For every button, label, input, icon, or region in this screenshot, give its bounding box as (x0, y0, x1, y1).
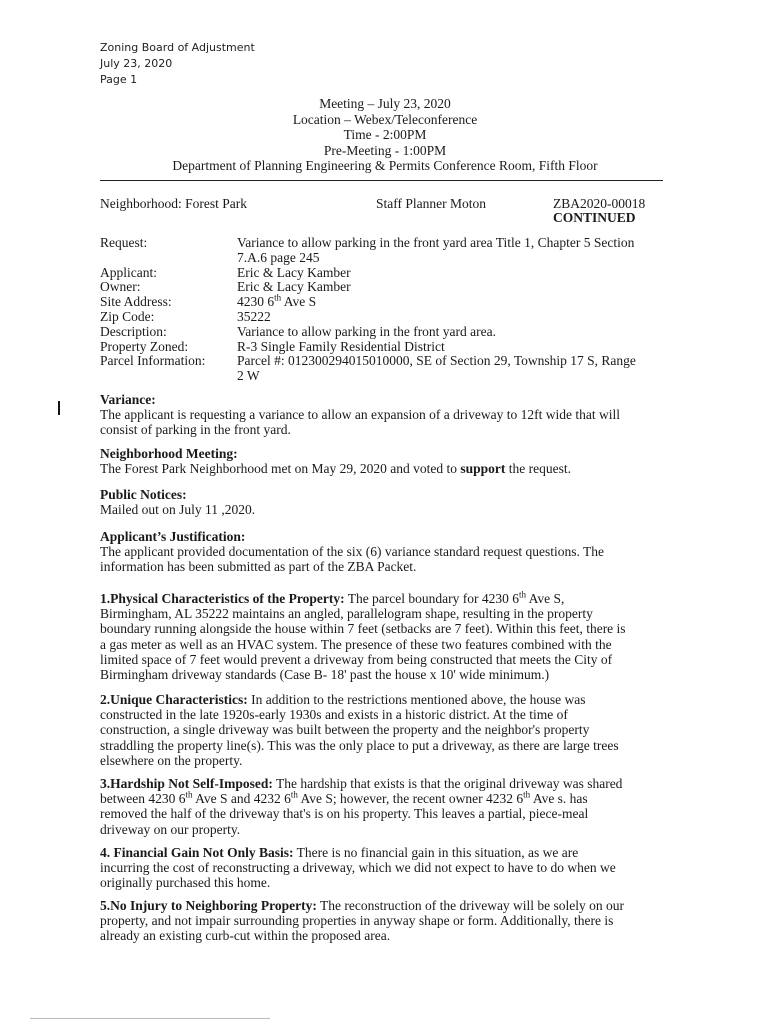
item3-line1: 3.Hardship Not Self-Imposed: The hardship that exists is that the original driveway was shared (100, 776, 623, 791)
justification-heading: Applicant’s Justification: (100, 529, 246, 544)
description-value: Variance to allow parking in the front yard area. (237, 323, 497, 339)
owner-label: Owner: (100, 279, 141, 295)
site-address-value: 4230 6th Ave S (237, 292, 317, 310)
item-hardship (100, 776, 680, 837)
request-value-cont: 7.A.6 page 245 (237, 249, 320, 265)
item-financial-gain (100, 845, 680, 891)
parcel-label: Parcel Information: (100, 353, 206, 369)
neighborhood-meeting-heading: Neighborhood Meeting: (100, 446, 238, 461)
justification-text: The applicant provided documentation of the six (6) variance standard request questions. The (100, 544, 604, 560)
room-line: Department of Planning Engineering & Permits Conference Room, Fifth Floor (172, 158, 598, 174)
neighborhood-meeting-section (100, 446, 680, 476)
item5-line3: already an existing curb-cut within the proposed area. (100, 928, 391, 944)
header-page: Page 1 (100, 73, 138, 86)
item4-line1: 4. Financial Gain Not Only Basis: There is no financial gain in this situation, as we are (100, 845, 579, 860)
item5-line2: property, and not impair surrounding properties in anyway shape or form. Additionally, there is (100, 913, 614, 929)
page-header (100, 40, 255, 88)
request-value: Variance to allow parking in the front yard area Title 1, Chapter 5 Section (237, 235, 635, 250)
item4-line3: originally purchased this home. (100, 875, 271, 891)
public-notices-section (100, 487, 680, 517)
site-address-label: Site Address: (100, 294, 172, 310)
meeting-info (0, 96, 770, 174)
item-unique-characteristics (100, 692, 680, 768)
item2-line4: straddling the property line(s). This was the only place to put a driveway, as there are large trees (100, 737, 619, 753)
item1-line5: limited space of 7 feet would prevent a driveway from being constructed that meets the City of (100, 651, 613, 667)
item3-line2: between 4230 6th Ave S and 4232 6th Ave S; however, the recent owner 4232 6th Ave s. has (100, 789, 588, 807)
item1-line4: a gas meter as well as an HVAC system. The presence of these two features combined with the (100, 636, 612, 652)
justification-section (100, 529, 680, 575)
item3-line4: driveway on our property. (100, 821, 241, 837)
variance-text-cont: consist of parking in the front yard. (100, 422, 291, 438)
item2-line1: 2.Unique Characteristics: In addition to the restrictions mentioned above, the house was (100, 692, 586, 707)
neighborhood-meeting-text: The Forest Park Neighborhood met on May 29, 2020 and voted to support the request. (100, 461, 571, 477)
item2-line2: constructed in the late 1920s-early 1930s and exists in a historic district. At the time of (100, 707, 568, 723)
request-label: Request: (100, 235, 148, 250)
item-no-injury (100, 898, 680, 944)
description-label: Description: (100, 323, 167, 339)
justification-text-cont: information has been submitted as part of the ZBA Packet. (100, 559, 417, 575)
item1-line1: 1.Physical Characteristics of the Property: The parcel boundary for 4230 6th Ave S, (100, 589, 565, 606)
variance-section (100, 392, 680, 438)
header-date: July 23, 2020 (100, 57, 173, 70)
divider (100, 180, 663, 181)
public-notices-text: Mailed out on July 11 ,2020. (100, 502, 256, 518)
applicant-label: Applicant: (100, 264, 157, 280)
zip-value: 35222 (237, 309, 271, 324)
meeting-line: Meeting – July 23, 2020 (319, 96, 451, 111)
zip-label: Zip Code: (100, 309, 155, 324)
parcel-value: Parcel #: 012300294015010000, SE of Section 29, Township 17 S, Range (237, 353, 636, 369)
item4-line2: incurring the cost of reconstructing a driveway, which we did not expect to have to do when we (100, 860, 616, 876)
time-line: Time - 2:00PM (343, 127, 427, 143)
item2-line3: construction, a single driveway was built between the property and the neighbor's property (100, 722, 590, 738)
variance-text: The applicant is requesting a variance to allow an expansion of a driveway to 12ft wide that will (100, 407, 620, 423)
public-notices-heading: Public Notices: (100, 487, 187, 502)
case-number: ZBA2020-00018 (553, 196, 646, 211)
item1-line3: boundary running alongside the house within 7 feet (setbacks are 7 feet). Within this feet, there is (100, 621, 626, 637)
item-physical-characteristics (100, 591, 680, 682)
applicant-value: Eric & Lacy Kamber (237, 264, 351, 280)
staff-planner: Staff Planner Moton (376, 196, 486, 211)
footer-line (30, 1018, 270, 1019)
header-org: Zoning Board of Adjustment (100, 41, 255, 54)
item2-line5: elsewhere on the property. (100, 752, 243, 768)
zoned-value: R-3 Single Family Residential District (237, 338, 445, 354)
neighborhood: Neighborhood: Forest Park (100, 196, 247, 211)
parcel-value-cont: 2 W (237, 368, 260, 384)
item5-line1: 5.No Injury to Neighboring Property: The reconstruction of the driveway will be solely on our (100, 898, 625, 913)
location-line: Location – Webex/Teleconference (292, 111, 478, 127)
item1-line2: Birmingham, AL 35222 maintains an angled, parallelogram shape, resulting in the property (100, 606, 593, 622)
margin-mark (58, 401, 60, 415)
pre-meeting-line: Pre-Meeting - 1:00PM (323, 142, 447, 158)
variance-heading: Variance: (100, 392, 156, 407)
owner-value: Eric & Lacy Kamber (237, 279, 351, 295)
case-status: CONTINUED (553, 210, 636, 225)
item1-line6: Birmingham driveway standards (Case B- 18' past the house x 10' wide minimum.) (100, 667, 550, 683)
item3-line3: removed the half of the driveway that's is on his property. This leaves a partial, piece-meal (100, 806, 589, 822)
zoned-label: Property Zoned: (100, 338, 189, 354)
